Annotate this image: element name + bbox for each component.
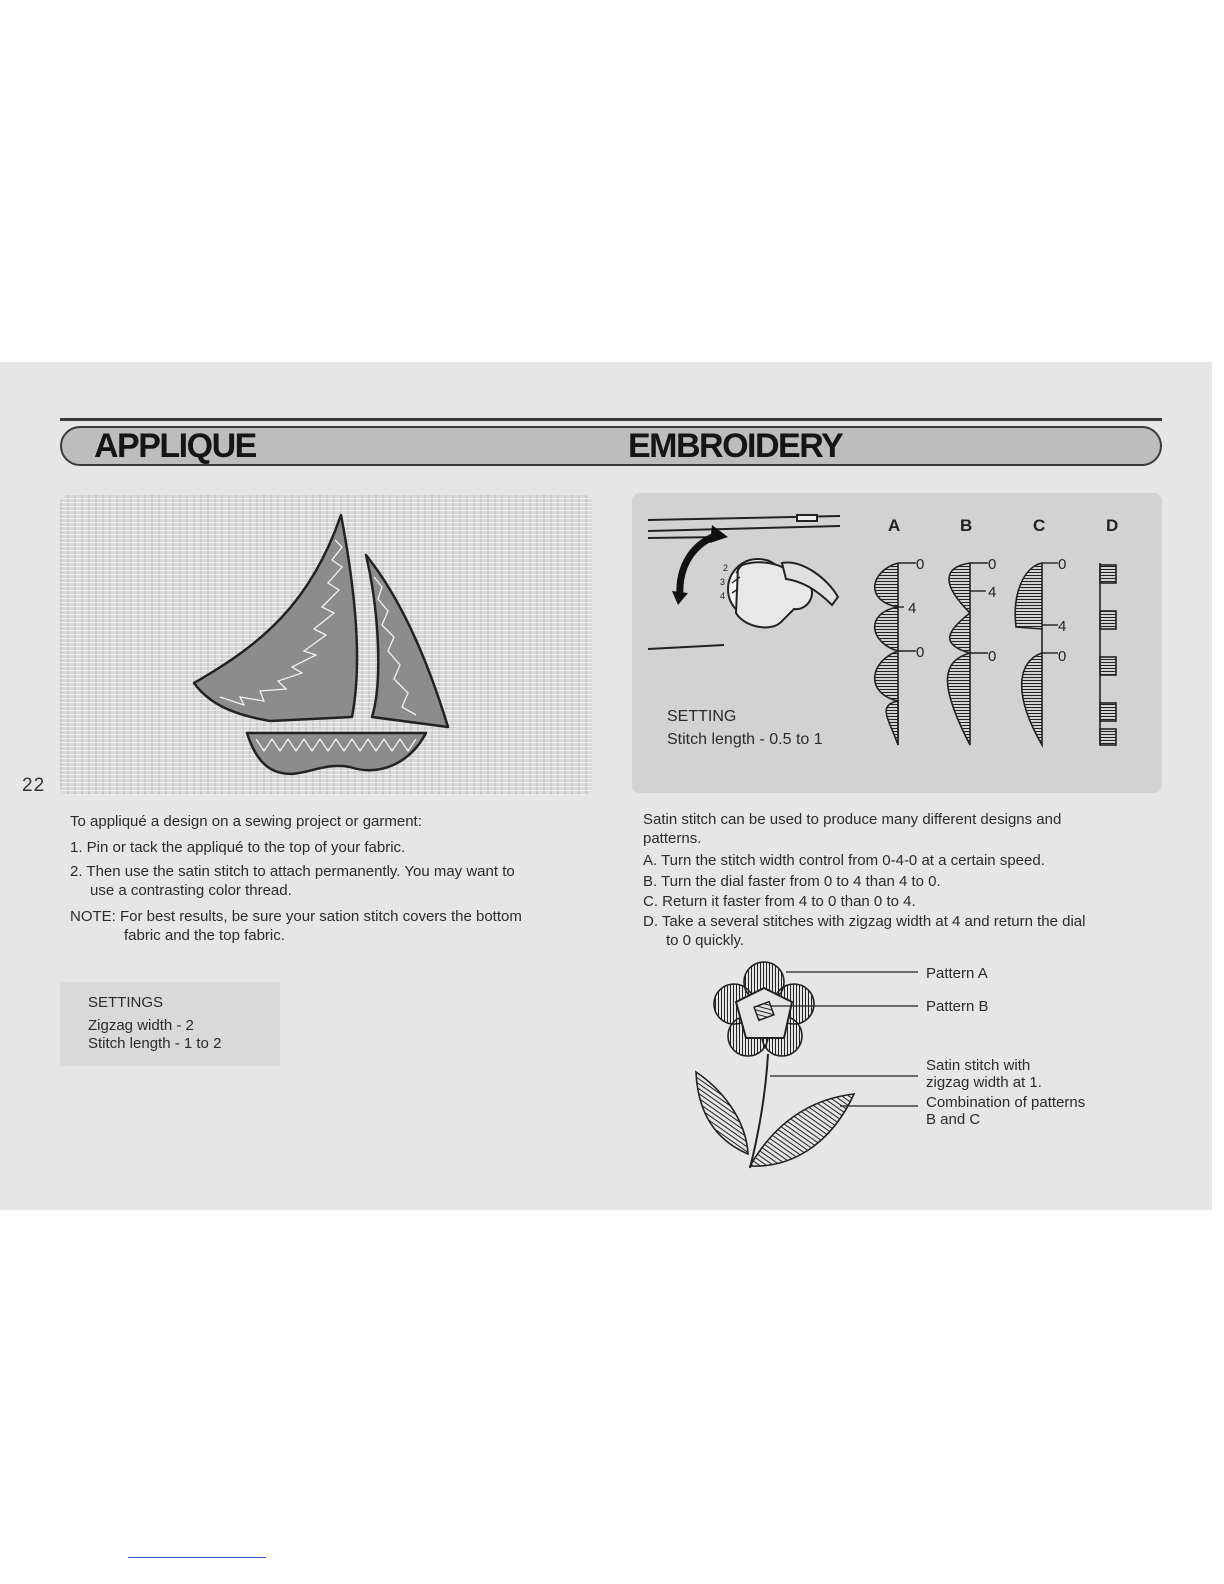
pattern-a-stitch	[875, 563, 898, 745]
dial-label-3: 3	[720, 577, 726, 587]
applique-step-2-line-1: 2. Then use the satin stitch to attach permanently. You may want to	[70, 863, 515, 880]
label-satin-line-1: Satin stitch with	[926, 1057, 1031, 1074]
embroidery-step-c: C. Return it faster from 4 to 0 than 0 to 4.	[643, 893, 916, 910]
applique-settings-zigzag: Zigzag width - 2	[88, 1017, 194, 1034]
pattern-letter-a: A	[888, 516, 901, 535]
embroidery-setting-title: SETTING	[667, 708, 737, 725]
scale-a-top: 0	[916, 556, 925, 573]
pattern-d-stitch	[1100, 563, 1116, 745]
scale-c-bottom: 0	[1058, 648, 1067, 665]
dial-label-2: 2	[723, 563, 729, 573]
pattern-c-stitch	[1015, 563, 1042, 745]
applique-settings-title: SETTINGS	[88, 994, 164, 1011]
embroidery-step-d-line-1: D. Take a several stitches with zigzag width at 4 and return the dial	[643, 913, 1086, 930]
scale-a-bottom: 0	[916, 644, 925, 661]
scale-b-mid: 4	[988, 584, 997, 601]
footer-link-underline	[128, 1557, 266, 1558]
label-combo-line-2: B and C	[926, 1111, 981, 1128]
applique-note-line-2: fabric and the top fabric.	[124, 927, 285, 944]
scale-b-bottom: 0	[988, 648, 997, 665]
label-satin-line-2: zigzag width at 1.	[926, 1074, 1042, 1091]
applique-title: APPLIQUE	[94, 427, 256, 465]
flower-embroidery-diagram	[690, 958, 930, 1170]
embroidery-setting-value: Stitch length - 0.5 to 1	[667, 731, 823, 748]
scale-c-top: 0	[1058, 556, 1067, 573]
embroidery-step-a: A. Turn the stitch width control from 0-4-0 at a certain speed.	[643, 852, 1045, 869]
label-pattern-b: Pattern B	[926, 998, 989, 1015]
embroidery-step-b: B. Turn the dial faster from 0 to 4 than 4 to 0.	[643, 873, 941, 890]
leaf-left	[696, 1072, 748, 1154]
label-pattern-a: Pattern A	[926, 965, 988, 982]
pattern-letter-d: D	[1106, 516, 1119, 535]
scale-b-top: 0	[988, 556, 997, 573]
applique-settings-length: Stitch length - 1 to 2	[88, 1035, 222, 1052]
leaf-right	[750, 1094, 854, 1166]
applique-note-line-1: NOTE: For best results, be sure your sation stitch covers the bottom	[70, 908, 522, 925]
dial-label-4: 4	[720, 591, 726, 601]
jib-sail	[366, 555, 448, 727]
applique-intro: To appliqué a design on a sewing project or garment:	[70, 813, 422, 830]
sailboat-applique-illustration	[60, 495, 592, 795]
applique-step-2-line-2: use a contrasting color thread.	[90, 882, 292, 899]
page-number: 22	[22, 775, 46, 796]
scale-c-mid: 4	[1058, 618, 1067, 635]
header-rule	[60, 418, 1162, 421]
embroidery-title: EMBROIDERY	[628, 427, 843, 465]
pattern-b-stitch	[947, 563, 970, 745]
embroidery-step-d-line-2: to 0 quickly.	[666, 932, 745, 949]
pattern-letter-c: C	[1033, 516, 1046, 535]
embroidery-intro-line-1: Satin stitch can be used to produce many different designs and	[643, 811, 1062, 828]
applique-step-1: 1. Pin or tack the appliqué to the top of your fabric.	[70, 839, 406, 856]
satin-stitch-patterns	[632, 493, 1162, 793]
scale-a-mid: 4	[908, 600, 917, 617]
embroidery-intro-line-2: patterns.	[643, 830, 702, 847]
label-combo-line-1: Combination of patterns	[926, 1094, 1086, 1111]
pattern-letter-b: B	[960, 516, 973, 535]
